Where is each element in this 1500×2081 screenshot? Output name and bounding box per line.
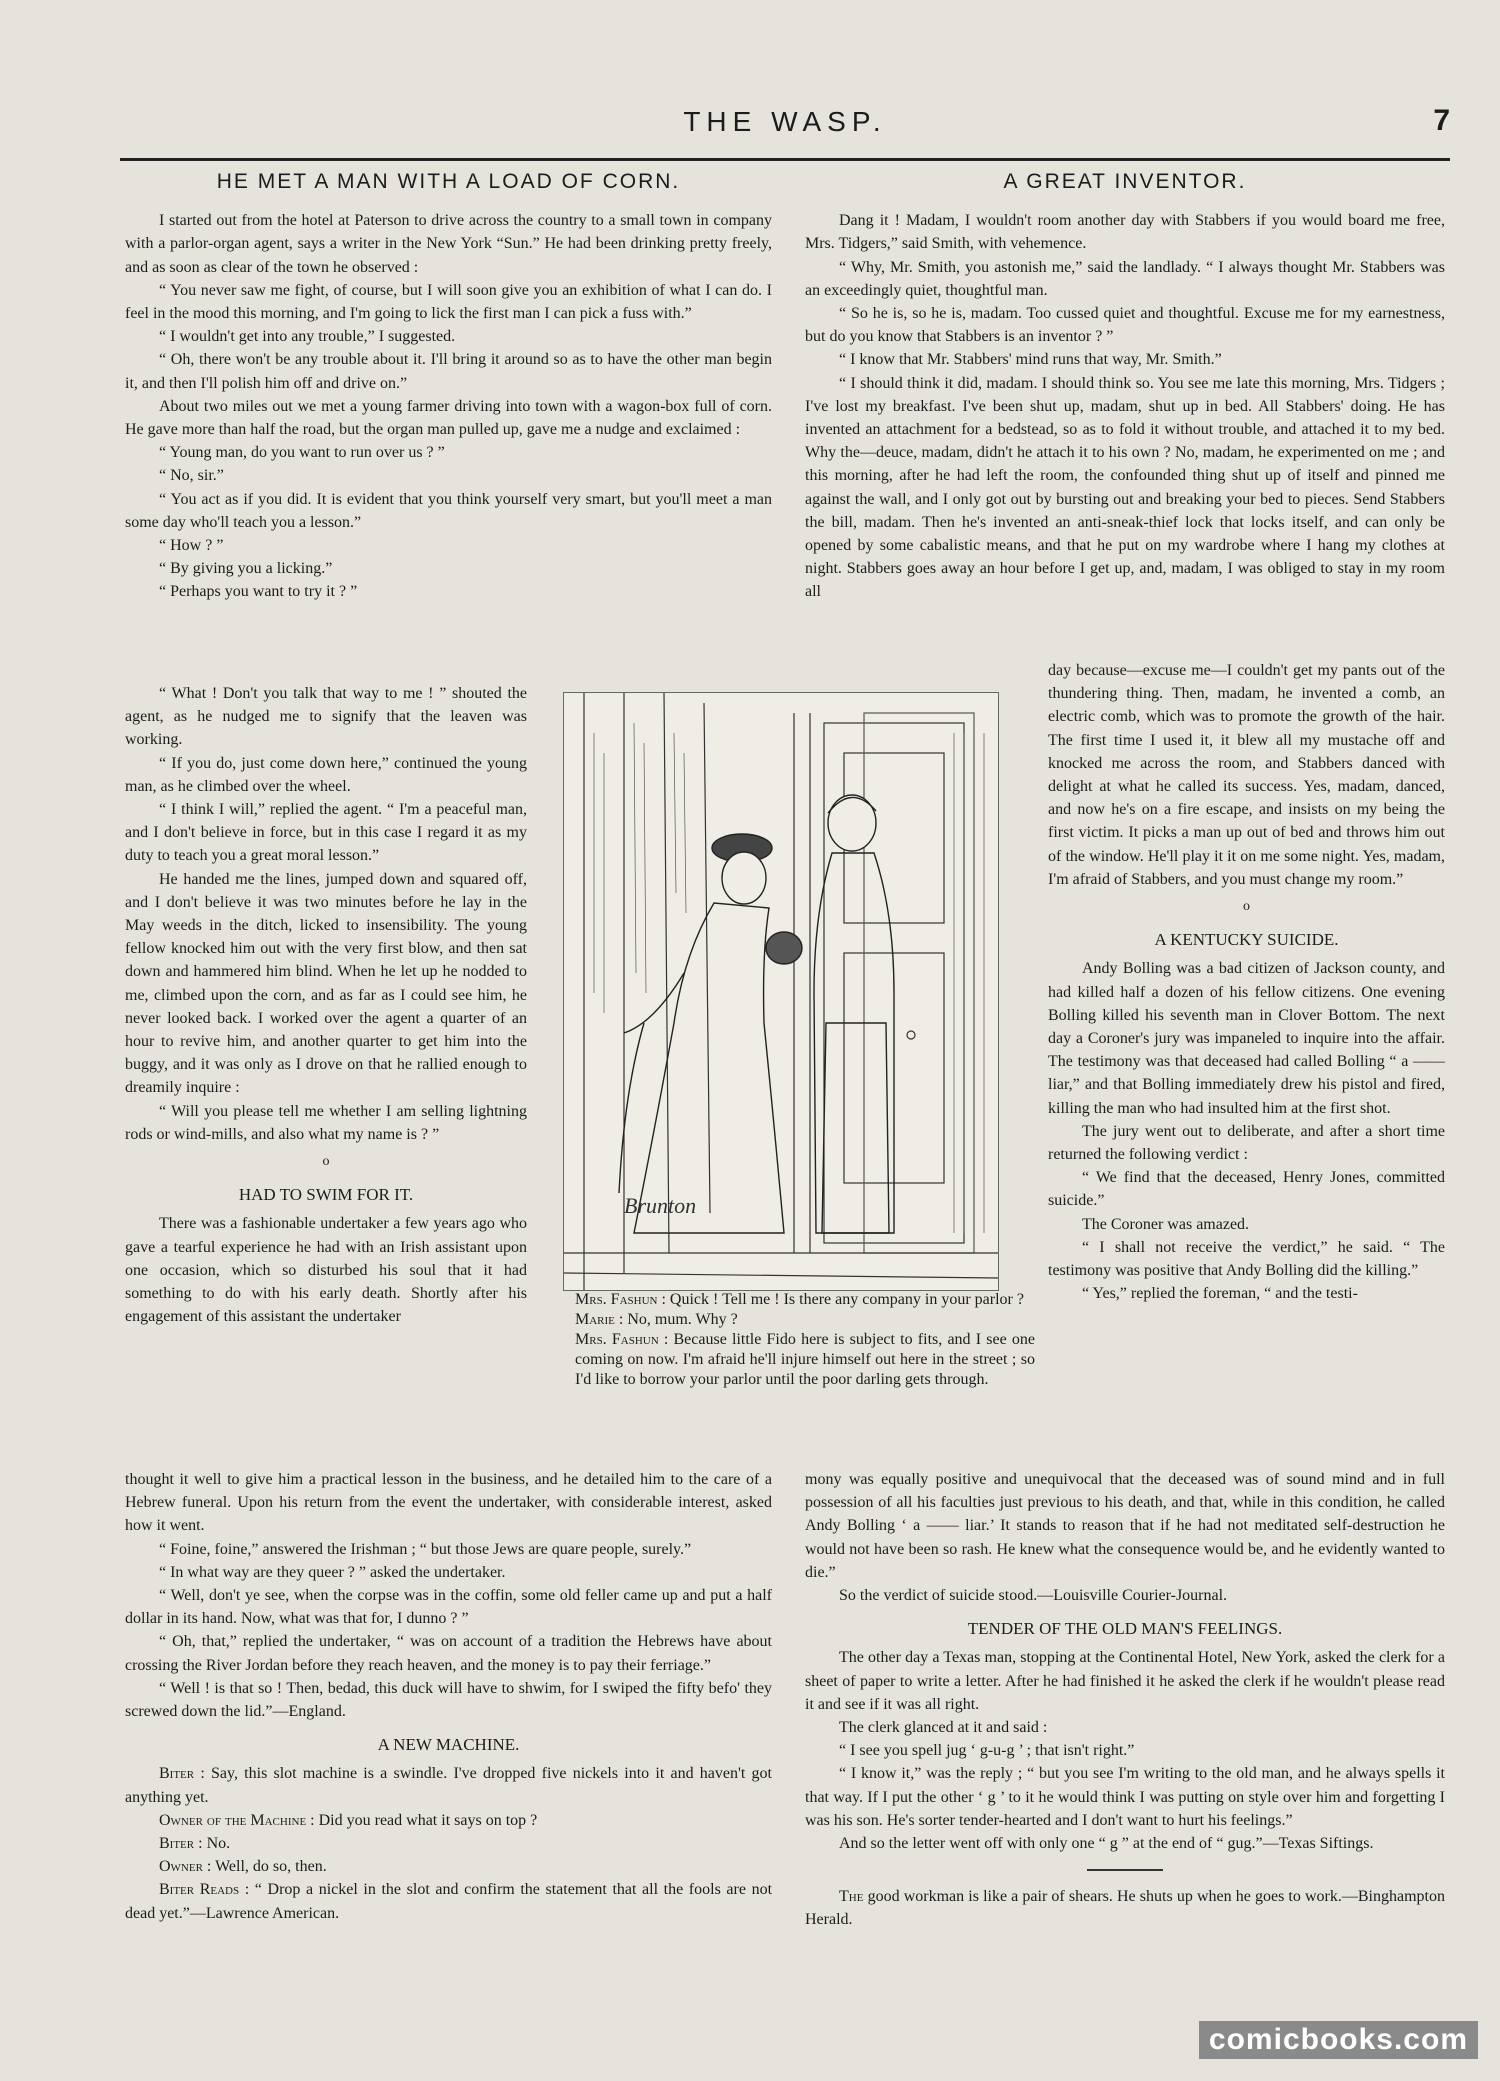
paragraph: mony was equally positive and unequivocal that the deceased was of sound mind and in full possession of all his faculties just previous to his death, and that, while in this condition, he called Andy Bolling ‘ a —— liar.’ It stands to reason that if he had not meditated self-destruction he would not have been so rash. He knew what the consequence would be, and he evidently wanted to die.” <box>805 1471 1445 1581</box>
paragraph: “ Perhaps you want to try it ? ” <box>159 583 358 601</box>
paragraph: “ I think I will,” replied the agent. “ I'm a peaceful man, and I don't believe in force, but in this case I regard it as my duty to teach you a great moral lesson.” <box>125 801 527 865</box>
article-title-swim: HAD TO SWIM FOR IT. <box>238 1185 414 1205</box>
speaker: Biter : <box>159 1765 205 1783</box>
paragraph <box>805 1885 1445 1931</box>
speaker: Owner : <box>159 1858 212 1876</box>
caption-line <box>575 1290 1035 1310</box>
paragraph: Andy Bolling was a bad citizen of Jackson county, and had killed half a dozen of his fellow citizens. One evening Bolling killed his seventh man in Clover Bottom. The next day a Coroner's jury was impaneled to inquire into the affair. The testimony was that deceased had called Bolling “ a —— liar,” and that Bolling immediately drew his pistol and fired, killing the man who had insulted him at the first shot. <box>1048 960 1445 1117</box>
speaker: Marie : <box>575 1311 624 1328</box>
illustration <box>563 692 999 1291</box>
left-column-narrow <box>125 682 527 1328</box>
speaker: Biter Reads : <box>159 1881 250 1899</box>
speaker: Owner of the Machine : <box>159 1811 315 1829</box>
paragraph: “ Foine, foine,” answered the Irishman ; “ but those Jews are quare people, surely.” <box>159 1540 692 1558</box>
paragraph: The clerk glanced at it and said : <box>839 1719 1048 1737</box>
paragraph: “ We find that the deceased, Henry Jones, committed suicide.” <box>1048 1169 1445 1210</box>
paragraph: thought it well to give him a practical lesson in the business, and he detailed him to the care of a Hebrew funeral. Upon his return from the event the undertaker, with considerable interest, asked how it went. <box>125 1471 772 1535</box>
lead-word: The <box>839 1888 864 1906</box>
paragraph: “ Well, don't ye see, when the corpse was in the coffin, some old feller came up and put a half dollar in its hand. Now, what was that for, I dunno ? ” <box>125 1587 772 1628</box>
short-rule <box>1087 1869 1163 1871</box>
article-title-kentucky: A KENTUCKY SUICIDE. <box>1154 930 1339 950</box>
dialogue-text: “ Drop a nickel in the slot and confirm the statement that all the fools are not dead yet.”—Lawrence American. <box>125 1881 773 1922</box>
artist-signature: Brunton <box>624 1193 697 1218</box>
paragraph: “ Oh, that,” replied the undertaker, “ was on account of a tradition the Hebrews have about crossing the River Jordan before they reach heaven, and the money is to pay their ferriage.” <box>125 1633 772 1674</box>
illustration-drawing <box>564 693 998 1290</box>
article-title-corn: HE MET A MAN WITH A LOAD OF CORN. <box>216 170 681 193</box>
paragraph: “ I shall not receive the verdict,” he said. “ The testimony was positive that Andy Bolling did the killing.” <box>1048 1238 1445 1280</box>
paragraph: “ I know it,” was the reply ; “ but you see I'm writing to the old man, and he always spells it that way. If I put the other ‘ g ’ to it he would think I was putting on style over him and forgetting I was his son. He's sorter tender-hearted and I don't want to hurt his feelings.” <box>805 1765 1445 1829</box>
paragraph: There was a fashionable undertaker a few years ago who gave a tearful experience he had with an Irish assistant upon one occasion, which so disturbed his soul that it had something to do with his early death. Shortly after his engagement of this assistant the undertaker <box>125 1215 527 1326</box>
paragraph: “ How ? ” <box>159 537 224 555</box>
paragraph: “ Young man, do you want to run over us ? ” <box>159 444 445 462</box>
paragraph: “ I see you spell jug ‘ g-u-g ’ ; that isn't right.” <box>839 1742 1135 1760</box>
paragraph-text: good workman is like a pair of shears. He shuts up when he goes to work.—Binghampton Herald. <box>805 1888 1445 1929</box>
paragraph: “ So he is, so he is, madam. Too cussed quiet and thoughtful. Excuse me for my earnestness, but do you know that Stabbers is an inventor ? ” <box>805 305 1445 346</box>
paragraph: “ What ! Don't you talk that way to me ! ” shouted the agent, as he nudged me to signify that the leaven was working. <box>125 685 527 749</box>
dialogue-text: Well, do so, then. <box>211 1858 327 1876</box>
dialogue-line <box>125 1809 772 1832</box>
paragraph: “ You never saw me fight, of course, but I will soon give you an exhibition of what I can do. I feel in the mood this morning, and I'm going to lick the first man I can pick a fuss with.” <box>125 281 772 323</box>
paragraph: day because—excuse me—I couldn't get my pants out of the thundering thing. Then, madam, he invented a comb, an electric comb, which was to promote the growth of the hair. The first time I used it, it blew all my mustache off and knocked me across the room, and Stabbers danced with delight at what he called its success. Yes, madam, danced, and now he's on a fire escape, and insists on my being the first victim. It picks a man up out of bed and throws him out of the window. He'll play it it on me some night. Yes, madam, I'm afraid of Stabbers, and you must change my room.” <box>1048 662 1445 888</box>
paragraph: So the verdict of suicide stood.—Louisville Courier-Journal. <box>839 1587 1228 1605</box>
dialogue-line <box>125 1855 772 1878</box>
paragraph: “ I should think it did, madam. I should think so. You see me late this morning, Mrs. Tidgers ; I've lost my breakfast. I've been shut up, madam, shut up in bed. All Stabbers' doing. He has invented an attachment for a bedstead, so as to fold it without trouble, and attached it to my bed. Why the—deuce, madam, didn't he attach it to his own ? No, madam, he experimented on me ; and this morning, after he had left the room, the confounded thing shut up of itself and pinned me against the wall, and I only got out by bursting out and breaking your bed to pieces. Send Stabbers the bill, madam. Then he's invented an anti-sneak-thief lock that locks itself, and can only be opened by some cabalistic means, and that he put on my wardrobe where I hang my clothes at night. Stabbers goes away an hour before I get up, and, madam, I was obliged to stay in my room all <box>805 374 1445 601</box>
speaker: Mrs. Fashun : <box>575 1291 666 1308</box>
dialogue-line <box>125 1832 772 1855</box>
right-column-top <box>805 170 1445 604</box>
caption-text: Quick ! Tell me ! Is there any company in your parlor ? <box>665 1291 1024 1308</box>
right-column-narrow <box>1048 659 1445 1305</box>
paragraph: “ Why, Mr. Smith, you astonish me,” said the landlady. “ I always thought Mr. Stabbers was an exceedingly quiet, thoughtful man. <box>805 258 1445 299</box>
paragraph: He handed me the lines, jumped down and squared off, and I don't believe it was two minutes before he lay in the May weeds in the ditch, licked to insensibility. The young fellow knocked him out with the very first blow, and then sat down and hammered him blind. When he let up he nodded to me, climbed upon the corn, and as far as I could see him, he never looked back. I worked over the agent a quarter of an hour to revive him, and another quarter to get him into the buggy, and it was only as I drove on that he rallied enough to dreamily inquire : <box>125 870 527 1097</box>
paragraph: The other day a Texas man, stopping at the Continental Hotel, New York, asked the clerk for a sheet of paper to write a letter. After he had finished it he asked the clerk if he wouldn't please read it and see if it was all right. <box>805 1649 1445 1713</box>
paragraph: “ I know that Mr. Stabbers' mind runs that way, Mr. Smith.” <box>839 351 1222 369</box>
article-title-inventor: A GREAT INVENTOR. <box>1003 170 1247 193</box>
dialogue-text: Say, this slot machine is a swindle. I've dropped five nickels into it and haven't got anything yet. <box>125 1765 773 1806</box>
page-number: 7 <box>1433 104 1450 137</box>
caption-line <box>575 1310 1035 1330</box>
article-title-tender: TENDER OF THE OLD MAN'S FEELINGS. <box>967 1619 1283 1639</box>
section-divider: o <box>1243 899 1250 915</box>
paragraph: “ No, sir.” <box>159 467 224 485</box>
paragraph: “ If you do, just come down here,” continued the young man, as he climbed over the wheel. <box>125 754 527 795</box>
paragraph: “ By giving you a licking.” <box>159 560 333 578</box>
paragraph: “ Well ! is that so ! Then, bedad, this duck will have to shwim, for I swiped the fifty befo' they screwed down the lid.”—England. <box>125 1679 772 1721</box>
paragraph: “ In what way are they queer ? ” asked the undertaker. <box>159 1563 506 1581</box>
right-column-bottom <box>805 1468 1445 1932</box>
paragraph: The jury went out to deliberate, and after a short time returned the following verdict : <box>1048 1122 1445 1164</box>
paragraph: “ Will you please tell me whether I am selling lightning rods or wind-mills, and also what my name is ? ” <box>125 1102 527 1143</box>
speaker: Mrs. Fashun : <box>575 1331 669 1348</box>
paragraph: “ I wouldn't get into any trouble,” I suggested. <box>159 328 456 346</box>
caption-text: No, mum. Why ? <box>623 1311 738 1328</box>
dialogue-text: Did you read what it says on top ? <box>314 1811 538 1829</box>
article-title-machine: A NEW MACHINE. <box>377 1735 520 1755</box>
paragraph: Dang it ! Madam, I wouldn't room another day with Stabbers if you would board me free, Mrs. Tidgers,” said Smith, with vehemence. <box>805 212 1445 253</box>
caption-line <box>575 1330 1035 1390</box>
paragraph: “ You act as if you did. It is evident that you think yourself very smart, but you'll meet a man some day who'll teach you a lesson.” <box>125 490 772 531</box>
dialogue-line <box>125 1762 772 1808</box>
speaker: Biter : <box>159 1835 203 1853</box>
left-column-top <box>125 170 772 604</box>
header-rule <box>120 158 1450 161</box>
watermark: comicbooks.com <box>1199 2021 1478 2059</box>
paragraph: “ Oh, there won't be any trouble about it. I'll bring it around so as to have the other man begin it, and then I'll polish him off and drive on.” <box>125 351 772 392</box>
paragraph: The Coroner was amazed. <box>1082 1215 1250 1233</box>
left-column-bottom <box>125 1468 772 1925</box>
paragraph: I started out from the hotel at Paterson to drive across the country to a small town in company with a parlor-organ agent, says a writer in the New York “Sun.” He had been drinking pretty freely, and as soon as clear of the town he observed : <box>125 212 772 276</box>
illustration-caption <box>575 1290 1035 1390</box>
page-header <box>120 104 1450 144</box>
dialogue-text: No. <box>202 1835 231 1853</box>
paragraph: “ Yes,” replied the foreman, “ and the testi- <box>1082 1285 1358 1303</box>
paragraph: And so the letter went off with only one “ g ” at the end of “ gug.”—Texas Siftings. <box>839 1835 1374 1853</box>
paragraph: About two miles out we met a young farmer driving into town with a wagon-box full of corn. He gave more than half the road, but the organ man pulled up, gave me a nudge and exclaimed : <box>125 397 772 439</box>
section-divider: o <box>322 1154 330 1170</box>
masthead: THE WASP. <box>683 106 887 137</box>
dialogue-line <box>125 1878 772 1924</box>
caption-text: Because little Fido here is subject to fits, and I see one coming on now. I'm afraid he'll injure himself out here in the street ; so I'd like to borrow your parlor until the poor darling gets through. <box>575 1331 1035 1388</box>
